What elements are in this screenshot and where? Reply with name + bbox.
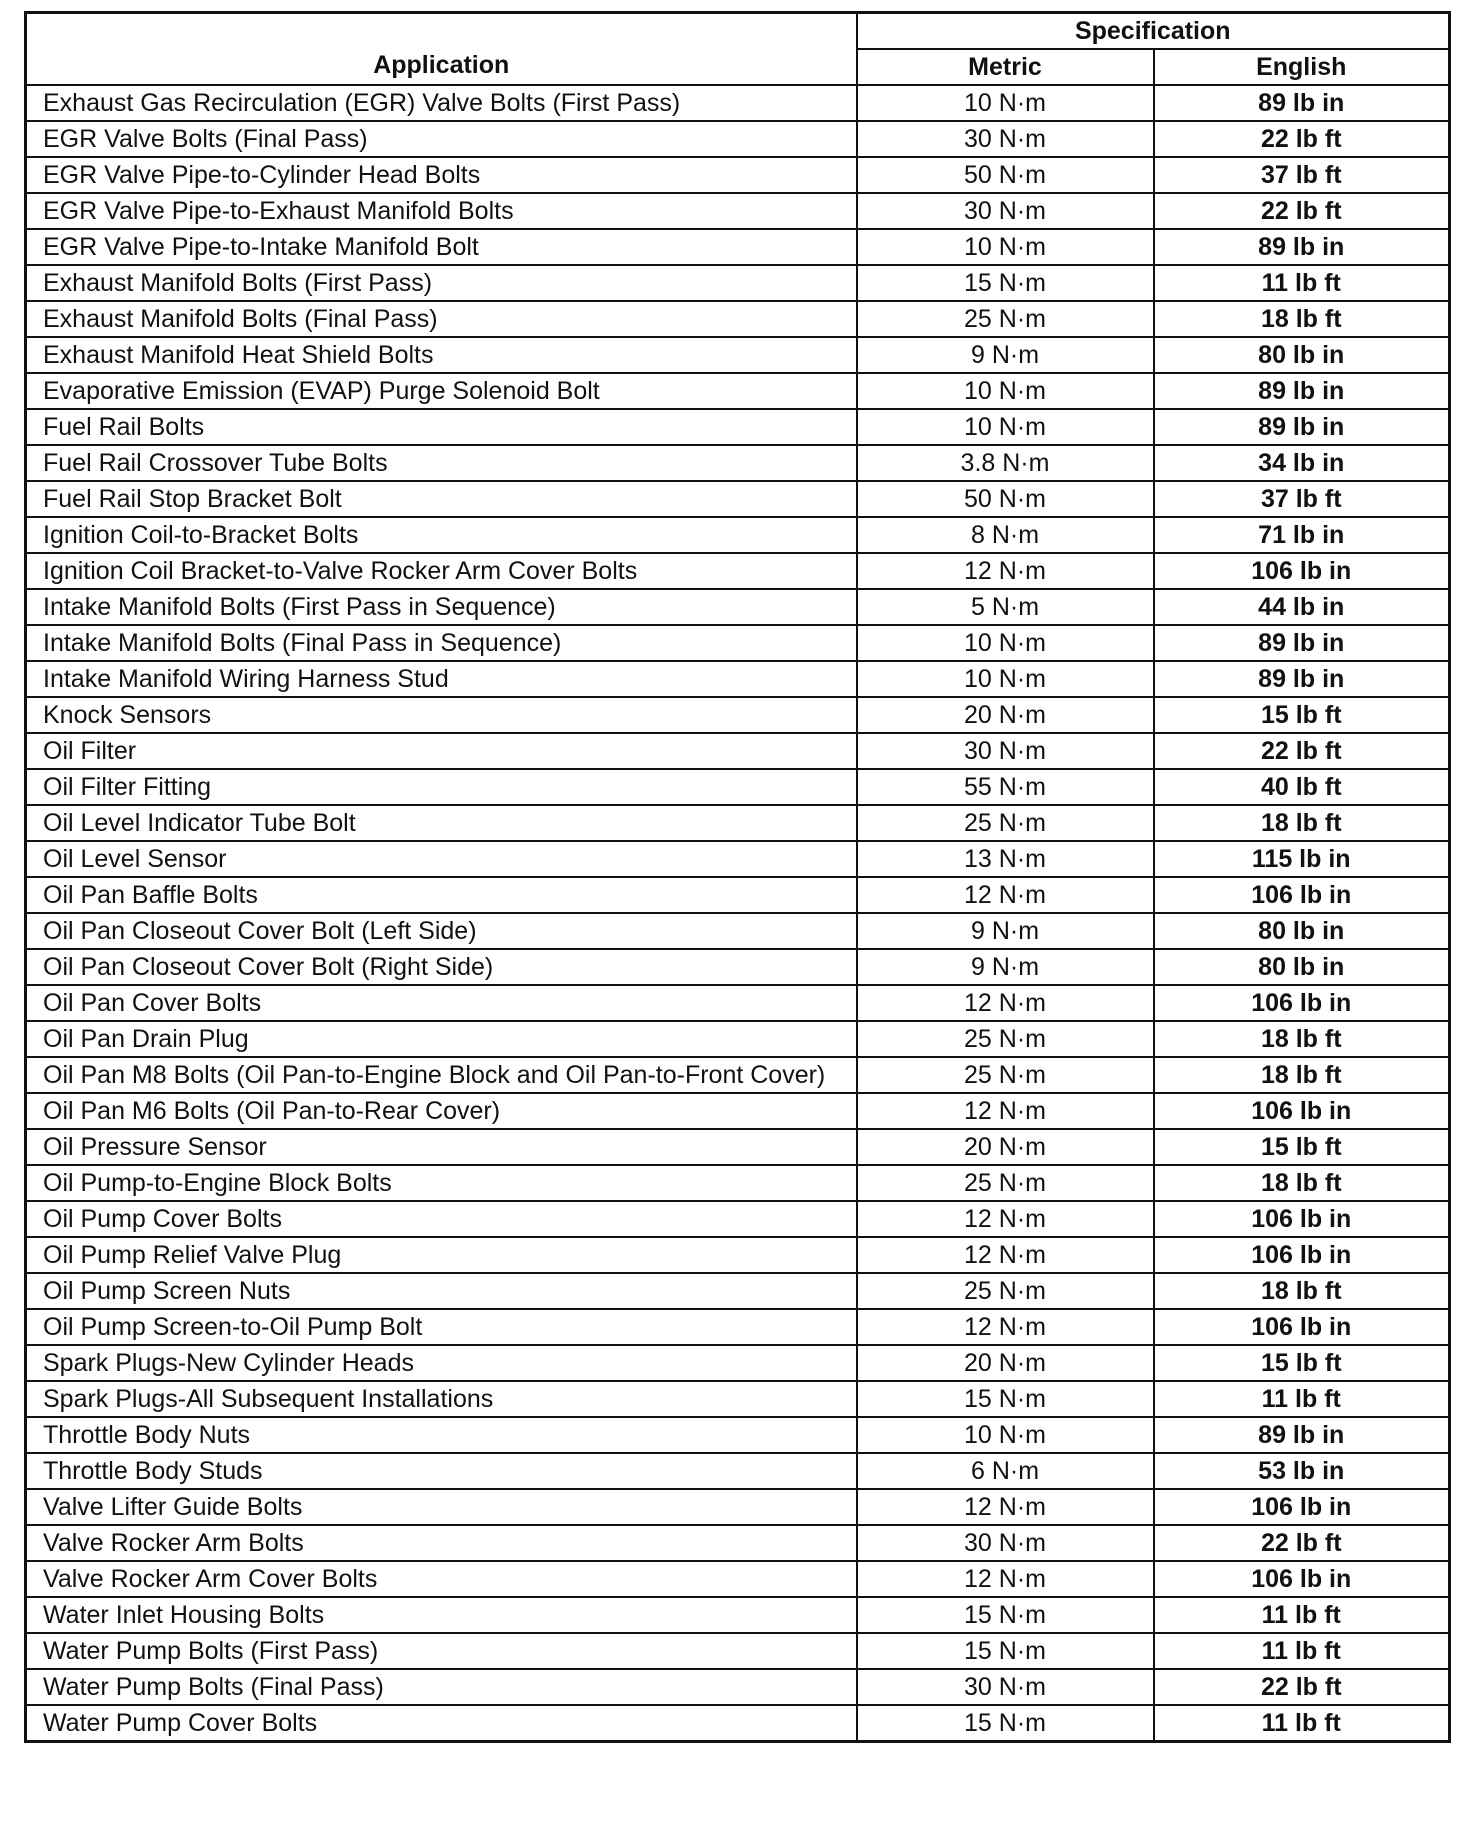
english-cell: 15 lb ft: [1154, 1129, 1450, 1165]
metric-cell: 15 N·m: [857, 1633, 1154, 1669]
metric-cell: 12 N·m: [857, 1237, 1154, 1273]
torque-spec-table: [24, 11, 1451, 1743]
metric-cell: 12 N·m: [857, 1489, 1154, 1525]
table-row: [26, 1453, 1450, 1489]
english-cell: 80 lb in: [1154, 337, 1450, 373]
english-cell: 11 lb ft: [1154, 1633, 1450, 1669]
application-cell: Water Pump Bolts (Final Pass): [26, 1669, 857, 1705]
application-cell: Ignition Coil-to-Bracket Bolts: [26, 517, 857, 553]
english-cell: 106 lb in: [1154, 553, 1450, 589]
application-cell: Ignition Coil Bracket-to-Valve Rocker Arm Cover Bolts: [26, 553, 857, 589]
metric-cell: 12 N·m: [857, 985, 1154, 1021]
application-cell: Evaporative Emission (EVAP) Purge Solenoid Bolt: [26, 373, 857, 409]
metric-header: Metric: [857, 49, 1154, 85]
application-cell: Exhaust Gas Recirculation (EGR) Valve Bolts (First Pass): [26, 85, 857, 121]
table-row: [26, 1705, 1450, 1742]
table-row: [26, 697, 1450, 733]
table-row: [26, 373, 1450, 409]
table-row: [26, 1597, 1450, 1633]
header-row-top: [26, 13, 1450, 50]
table-row: [26, 949, 1450, 985]
table-row: [26, 121, 1450, 157]
metric-cell: 6 N·m: [857, 1453, 1154, 1489]
application-cell: EGR Valve Pipe-to-Exhaust Manifold Bolts: [26, 193, 857, 229]
english-cell: 34 lb in: [1154, 445, 1450, 481]
english-cell: 89 lb in: [1154, 85, 1450, 121]
table-row: [26, 193, 1450, 229]
english-cell: 89 lb in: [1154, 229, 1450, 265]
english-cell: 22 lb ft: [1154, 1525, 1450, 1561]
application-cell: Throttle Body Studs: [26, 1453, 857, 1489]
application-cell: Spark Plugs-New Cylinder Heads: [26, 1345, 857, 1381]
english-cell: 18 lb ft: [1154, 1273, 1450, 1309]
application-cell: EGR Valve Pipe-to-Intake Manifold Bolt: [26, 229, 857, 265]
application-cell: Fuel Rail Crossover Tube Bolts: [26, 445, 857, 481]
table-row: [26, 985, 1450, 1021]
table-body: [26, 85, 1450, 1742]
english-cell: 106 lb in: [1154, 985, 1450, 1021]
application-cell: Throttle Body Nuts: [26, 1417, 857, 1453]
metric-cell: 5 N·m: [857, 589, 1154, 625]
table-row: [26, 1093, 1450, 1129]
table-row: [26, 157, 1450, 193]
metric-cell: 10 N·m: [857, 85, 1154, 121]
table-row: [26, 1273, 1450, 1309]
metric-cell: 25 N·m: [857, 1273, 1154, 1309]
table-row: [26, 769, 1450, 805]
application-cell: Spark Plugs-All Subsequent Installations: [26, 1381, 857, 1417]
metric-cell: 15 N·m: [857, 1705, 1154, 1742]
english-cell: 18 lb ft: [1154, 301, 1450, 337]
metric-cell: 20 N·m: [857, 1129, 1154, 1165]
application-cell: Oil Pan Drain Plug: [26, 1021, 857, 1057]
metric-cell: 15 N·m: [857, 1381, 1154, 1417]
metric-cell: 55 N·m: [857, 769, 1154, 805]
metric-cell: 9 N·m: [857, 913, 1154, 949]
application-cell: EGR Valve Bolts (Final Pass): [26, 121, 857, 157]
english-cell: 106 lb in: [1154, 1309, 1450, 1345]
application-cell: Oil Pump-to-Engine Block Bolts: [26, 1165, 857, 1201]
english-cell: 106 lb in: [1154, 1489, 1450, 1525]
table-row: [26, 481, 1450, 517]
application-cell: Oil Filter Fitting: [26, 769, 857, 805]
metric-cell: 8 N·m: [857, 517, 1154, 553]
application-cell: Valve Rocker Arm Cover Bolts: [26, 1561, 857, 1597]
application-cell: Fuel Rail Stop Bracket Bolt: [26, 481, 857, 517]
table-row: [26, 913, 1450, 949]
metric-cell: 10 N·m: [857, 229, 1154, 265]
table-row: [26, 301, 1450, 337]
table-row: [26, 841, 1450, 877]
application-cell: Exhaust Manifold Bolts (First Pass): [26, 265, 857, 301]
metric-cell: 10 N·m: [857, 625, 1154, 661]
metric-cell: 12 N·m: [857, 1093, 1154, 1129]
table-row: [26, 1021, 1450, 1057]
english-cell: 44 lb in: [1154, 589, 1450, 625]
table-row: [26, 1057, 1450, 1093]
application-cell: Oil Pump Screen-to-Oil Pump Bolt: [26, 1309, 857, 1345]
application-cell: EGR Valve Pipe-to-Cylinder Head Bolts: [26, 157, 857, 193]
metric-cell: 12 N·m: [857, 877, 1154, 913]
english-cell: 89 lb in: [1154, 1417, 1450, 1453]
english-cell: 106 lb in: [1154, 1093, 1450, 1129]
english-cell: 89 lb in: [1154, 661, 1450, 697]
table-row: [26, 1201, 1450, 1237]
application-cell: Water Pump Bolts (First Pass): [26, 1633, 857, 1669]
application-cell: Exhaust Manifold Heat Shield Bolts: [26, 337, 857, 373]
application-cell: Oil Pump Cover Bolts: [26, 1201, 857, 1237]
english-cell: 89 lb in: [1154, 409, 1450, 445]
english-cell: 11 lb ft: [1154, 1705, 1450, 1742]
metric-cell: 25 N·m: [857, 301, 1154, 337]
english-cell: 22 lb ft: [1154, 1669, 1450, 1705]
metric-cell: 25 N·m: [857, 1057, 1154, 1093]
english-cell: 11 lb ft: [1154, 1381, 1450, 1417]
english-cell: 15 lb ft: [1154, 1345, 1450, 1381]
application-cell: Knock Sensors: [26, 697, 857, 733]
application-cell: Oil Pan M6 Bolts (Oil Pan-to-Rear Cover): [26, 1093, 857, 1129]
metric-cell: 30 N·m: [857, 121, 1154, 157]
metric-cell: 50 N·m: [857, 481, 1154, 517]
application-cell: Intake Manifold Bolts (Final Pass in Sequence): [26, 625, 857, 661]
table-row: [26, 877, 1450, 913]
application-cell: Intake Manifold Wiring Harness Stud: [26, 661, 857, 697]
english-cell: 22 lb ft: [1154, 733, 1450, 769]
metric-cell: 15 N·m: [857, 265, 1154, 301]
metric-cell: 30 N·m: [857, 1669, 1154, 1705]
table-row: [26, 625, 1450, 661]
table-row: [26, 661, 1450, 697]
table-row: [26, 1561, 1450, 1597]
table-row: [26, 1237, 1450, 1273]
table-row: [26, 85, 1450, 121]
english-cell: 18 lb ft: [1154, 805, 1450, 841]
table-row: [26, 445, 1450, 481]
metric-cell: 13 N·m: [857, 841, 1154, 877]
metric-cell: 12 N·m: [857, 1561, 1154, 1597]
application-cell: Oil Level Indicator Tube Bolt: [26, 805, 857, 841]
application-cell: Oil Pan Closeout Cover Bolt (Left Side): [26, 913, 857, 949]
english-cell: 53 lb in: [1154, 1453, 1450, 1489]
metric-cell: 12 N·m: [857, 553, 1154, 589]
metric-cell: 9 N·m: [857, 337, 1154, 373]
table-row: [26, 265, 1450, 301]
english-cell: 80 lb in: [1154, 949, 1450, 985]
application-header: Application: [26, 13, 857, 86]
metric-cell: 3.8 N·m: [857, 445, 1154, 481]
english-cell: 11 lb ft: [1154, 265, 1450, 301]
metric-cell: 25 N·m: [857, 1021, 1154, 1057]
metric-cell: 12 N·m: [857, 1201, 1154, 1237]
table-row: [26, 1633, 1450, 1669]
english-cell: 11 lb ft: [1154, 1597, 1450, 1633]
application-cell: Fuel Rail Bolts: [26, 409, 857, 445]
english-cell: 18 lb ft: [1154, 1021, 1450, 1057]
table-row: [26, 1129, 1450, 1165]
english-cell: 18 lb ft: [1154, 1057, 1450, 1093]
metric-cell: 50 N·m: [857, 157, 1154, 193]
table-row: [26, 1525, 1450, 1561]
application-cell: Water Inlet Housing Bolts: [26, 1597, 857, 1633]
metric-cell: 25 N·m: [857, 1165, 1154, 1201]
metric-cell: 30 N·m: [857, 733, 1154, 769]
application-cell: Oil Pan Cover Bolts: [26, 985, 857, 1021]
metric-cell: 15 N·m: [857, 1597, 1154, 1633]
specification-header: Specification: [857, 13, 1450, 50]
table-row: [26, 1165, 1450, 1201]
table-row: [26, 1417, 1450, 1453]
table-row: [26, 589, 1450, 625]
application-cell: Valve Rocker Arm Bolts: [26, 1525, 857, 1561]
metric-cell: 30 N·m: [857, 1525, 1154, 1561]
application-cell: Oil Level Sensor: [26, 841, 857, 877]
application-cell: Oil Filter: [26, 733, 857, 769]
table-row: [26, 1345, 1450, 1381]
english-cell: 80 lb in: [1154, 913, 1450, 949]
application-cell: Oil Pan Baffle Bolts: [26, 877, 857, 913]
english-cell: 106 lb in: [1154, 1201, 1450, 1237]
english-cell: 22 lb ft: [1154, 193, 1450, 229]
metric-cell: 20 N·m: [857, 697, 1154, 733]
application-cell: Oil Pan Closeout Cover Bolt (Right Side): [26, 949, 857, 985]
metric-cell: 10 N·m: [857, 661, 1154, 697]
english-cell: 106 lb in: [1154, 1237, 1450, 1273]
metric-cell: 9 N·m: [857, 949, 1154, 985]
table-row: [26, 805, 1450, 841]
metric-cell: 30 N·m: [857, 193, 1154, 229]
english-cell: 37 lb ft: [1154, 157, 1450, 193]
english-cell: 15 lb ft: [1154, 697, 1450, 733]
application-cell: Oil Pan M8 Bolts (Oil Pan-to-Engine Block and Oil Pan-to-Front Cover): [26, 1057, 857, 1093]
english-cell: 40 lb ft: [1154, 769, 1450, 805]
table-row: [26, 1381, 1450, 1417]
metric-cell: 10 N·m: [857, 1417, 1154, 1453]
table-row: [26, 337, 1450, 373]
english-header: English: [1154, 49, 1450, 85]
application-cell: Oil Pump Relief Valve Plug: [26, 1237, 857, 1273]
english-cell: 106 lb in: [1154, 877, 1450, 913]
metric-cell: 12 N·m: [857, 1309, 1154, 1345]
metric-cell: 20 N·m: [857, 1345, 1154, 1381]
english-cell: 71 lb in: [1154, 517, 1450, 553]
english-cell: 106 lb in: [1154, 1561, 1450, 1597]
table-row: [26, 229, 1450, 265]
table-row: [26, 409, 1450, 445]
metric-cell: 25 N·m: [857, 805, 1154, 841]
table-row: [26, 733, 1450, 769]
table-row: [26, 1489, 1450, 1525]
application-cell: Water Pump Cover Bolts: [26, 1705, 857, 1742]
english-cell: 115 lb in: [1154, 841, 1450, 877]
application-cell: Exhaust Manifold Bolts (Final Pass): [26, 301, 857, 337]
table-row: [26, 1309, 1450, 1345]
metric-cell: 10 N·m: [857, 373, 1154, 409]
metric-cell: 10 N·m: [857, 409, 1154, 445]
english-cell: 37 lb ft: [1154, 481, 1450, 517]
application-cell: Intake Manifold Bolts (First Pass in Sequence): [26, 589, 857, 625]
application-cell: Oil Pump Screen Nuts: [26, 1273, 857, 1309]
table-row: [26, 517, 1450, 553]
table-row: [26, 553, 1450, 589]
english-cell: 18 lb ft: [1154, 1165, 1450, 1201]
english-cell: 89 lb in: [1154, 373, 1450, 409]
table-row: [26, 1669, 1450, 1705]
english-cell: 89 lb in: [1154, 625, 1450, 661]
english-cell: 22 lb ft: [1154, 121, 1450, 157]
application-cell: Valve Lifter Guide Bolts: [26, 1489, 857, 1525]
application-cell: Oil Pressure Sensor: [26, 1129, 857, 1165]
